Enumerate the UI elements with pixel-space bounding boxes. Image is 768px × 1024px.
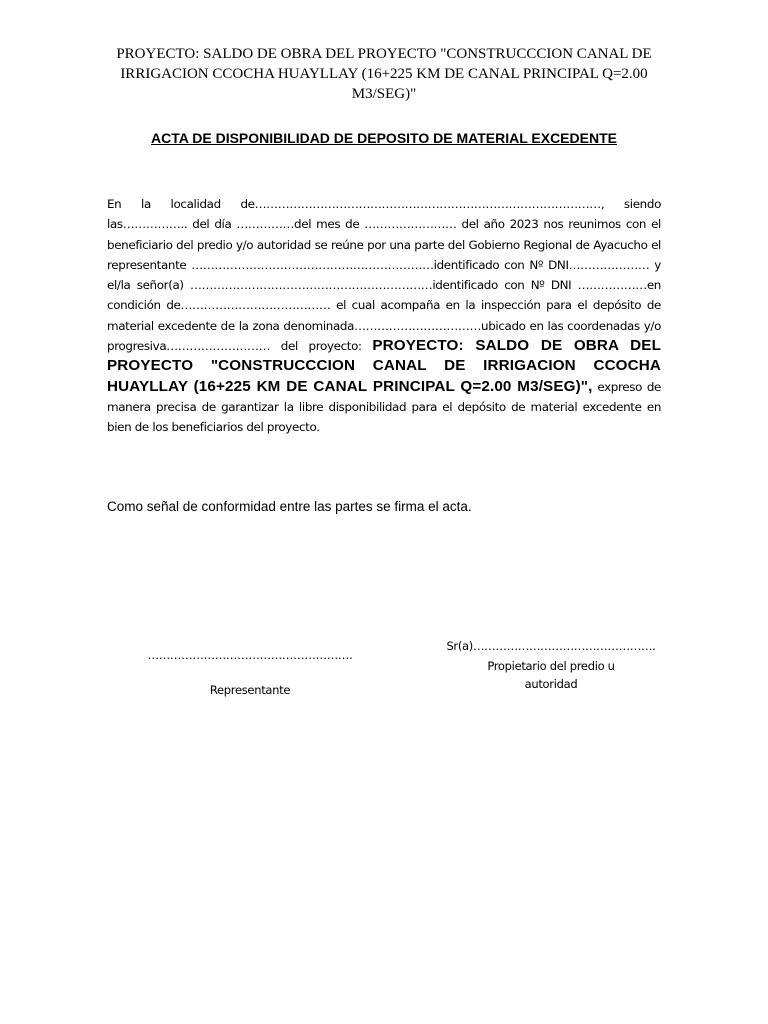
conformity-statement: Como señal de conformidad entre las partes se firma el acta. [107, 499, 472, 514]
body-intro: En la localidad de………………………………………………………………………………, siendo las…………….. del día ……………del mes de …………………… del año 2023 nos reunimos con el beneficiario del predio y/o autoridad se reúne por una parte del Gobierno Regional de Ayacucho el representante ………………………………………………………identificado con Nº DNI………………… y el/la señor(a) ………………………………………………………identificado con Nº DNI ………………en condición de………………………………… el cual acompaña en la inspección para el depósito de material excedente de la zona denominada……………………………ubicado en las coordenadas y/o progresiva……………………… del proyecto: [107, 197, 661, 354]
signature-line-owner: Sr(a)…………………………………………. [446, 639, 656, 653]
header-line-1: PROYECTO: SALDO DE OBRA DEL PROYECTO "CONSTRUCCCION CANAL DE [116, 46, 652, 62]
document-header [90, 44, 678, 104]
body-project-name: PROYECTO: SALDO DE OBRA DEL PROYECTO "CONSTRUCCCION CANAL DE IRRIGACION CCOCHA HUAYLLAY (16+225 KM DE CANAL PRINCIPAL Q=2.00 M3/SEG)", [107, 337, 661, 395]
signature-line-representative: ………………………………………………. [147, 648, 353, 662]
signature-role-owner: Propietario del predio u autoridad [487, 659, 615, 691]
document-title: ACTA DE DISPONIBILIDAD DE DEPOSITO DE MATERIAL EXCEDENTE [151, 130, 617, 146]
body-paragraph [107, 194, 661, 438]
body-closing: expreso de manera precisa de garantizar la libre disponibilidad para el depósito de material excedente en bien de los beneficiarios del proyecto. [107, 379, 661, 435]
signature-block-owner [430, 637, 672, 693]
header-line-2: IRRIGACION CCOCHA HUAYLLAY (16+225 KM DE CANAL PRINCIPAL Q=2.00 M3/SEG)" [120, 66, 648, 102]
signature-block-representative [140, 646, 360, 699]
signature-role-representative: Representante [209, 683, 291, 697]
